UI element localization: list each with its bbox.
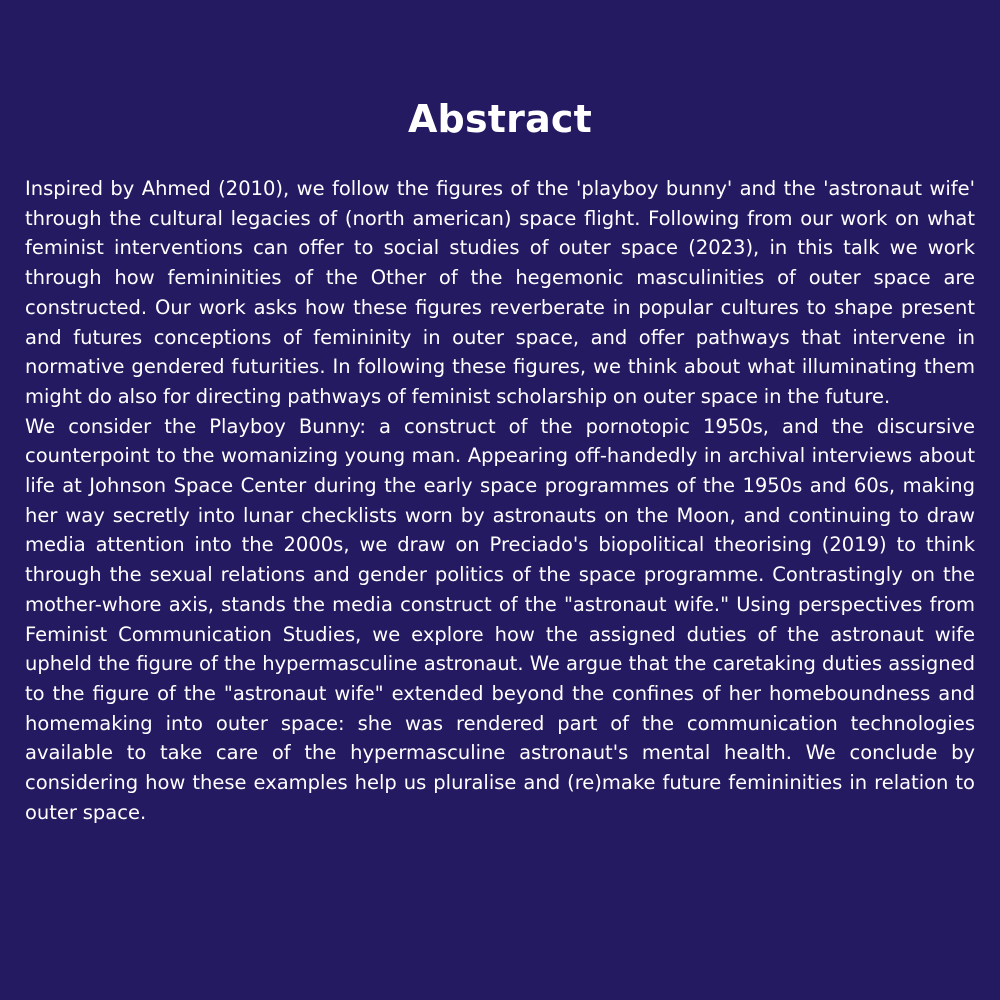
abstract-paragraph-2: We consider the Playboy Bunny: a construct of the pornotopic 1950s, and the discursive counterpoint to the womanizing young man. Appearing off-handedly in archival interviews about life at Johnson Space Center during the early space programmes of the 1950s and 60s, making her way secretly into lunar checklists worn by astronauts on the Moon, and continuing to draw media attention into the 2000s, we draw on Preciado's biopolitical theorising (2019) to think through the sexual relations and gender politics of the space programme. Contrastingly on the mother-whore axis, stands the media construct of the "astronaut wife." Using perspectives from Feminist Communication Studies, we explore how the assigned duties of the astronaut wife upheld the figure of the hypermasculine astronaut. We argue that the caretaking duties assigned to the figure of the "astronaut wife" extended beyond the confines of her homeboundness and homemaking into outer space: she was rendered part of the communication technologies available to take care of the hypermasculine astronaut's mental health. We conclude by considering how these examples help us pluralise and (re)make future femininities in relation to outer space. [25,414,975,824]
abstract-paragraph-1: Inspired by Ahmed (2010), we follow the figures of the 'playboy bunny' and the 'astronaut wife' through the cultural legacies of (north american) space flight. Following from our work on what feminist interventions can offer to social studies of outer space (2023), in this talk we work through how femininities of the Other of the hegemonic masculinities of outer space are constructed. Our work asks how these figures reverberate in popular cultures to shape present and futures conceptions of femininity in outer space, and offer pathways that intervene in normative gendered futurities. In following these figures, we think about what illuminating them might do also for directing pathways of feminist scholarship on outer space in the future. [25,177,975,408]
abstract-body [25,174,975,827]
page-title: Abstract [407,97,593,141]
